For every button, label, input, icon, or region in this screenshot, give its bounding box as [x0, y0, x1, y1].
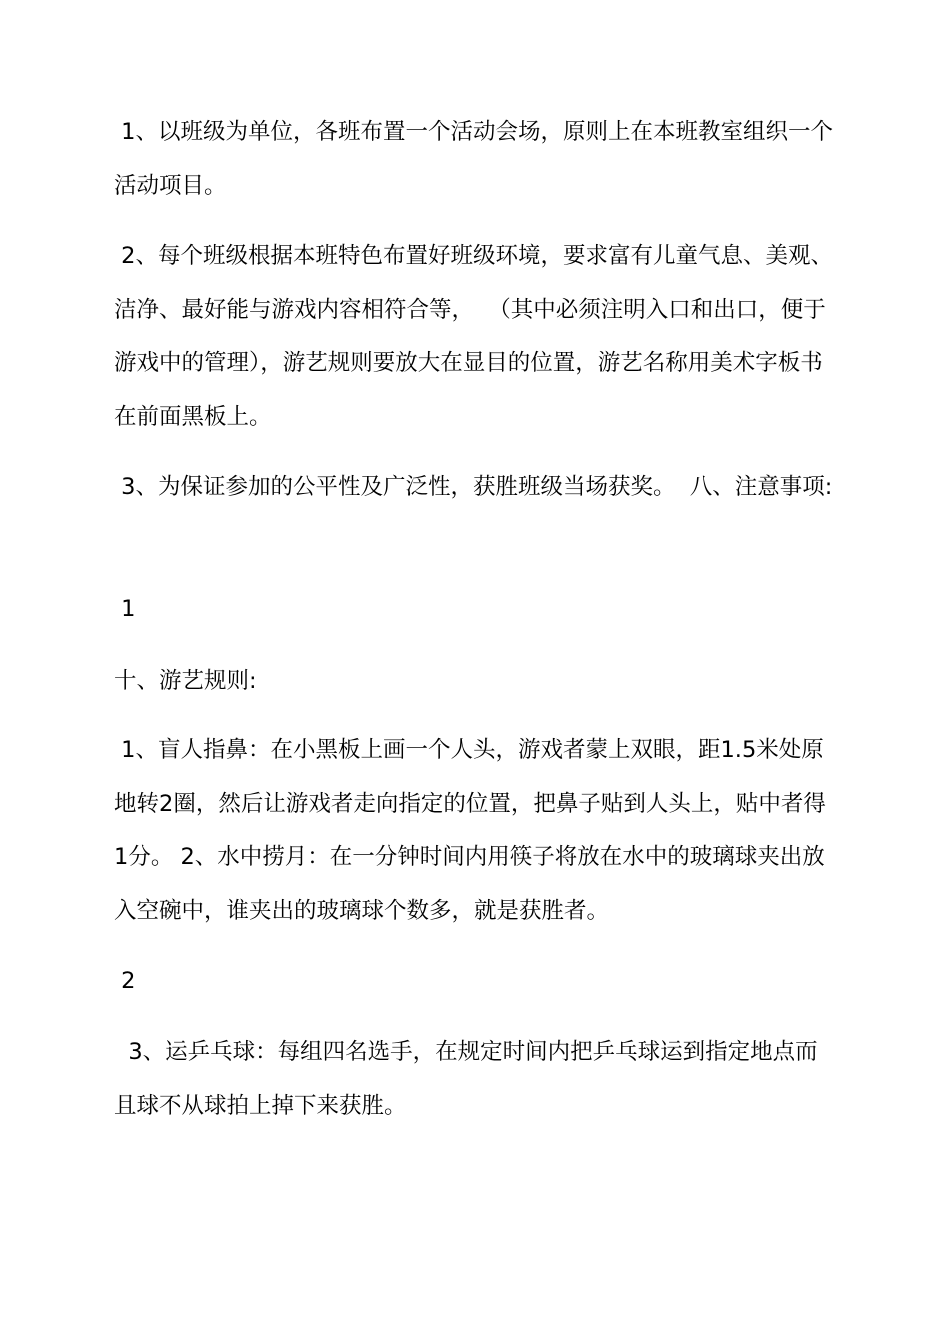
paragraph-game-rules-1-2: 1、盲人指鼻：在小黑板上画一个人头，游戏者蒙上双眼，距1.5米处原地转2圈，然后让游戏者走向指定的位置，把鼻子贴到人头上，贴中者得1分。 2、水中捞月：在一分钟时间内用筷子将放在水中的玻璃球夹出放入空碗中，谁夹出的玻璃球个数多，就是获胜者。: [114, 737, 826, 924]
paragraph-rule-2-environment: 2、每个班级根据本班特色布置好班级环境，要求富有儿童气息、美观、洁净、最好能与游戏内容相符合等， （其中必须注明入口和出口，便于游戏中的管理），游艺规则要放大在显目的位置，游艺名称用美术字板书在前面黑板上。: [114, 243, 833, 430]
paragraph-rule-3-fairness: 3、为保证参加的公平性及广泛性，获胜班级当场获奖。 八、注意事项:: [114, 474, 833, 500]
paragraph-number-2: 2: [114, 968, 136, 994]
paragraph-number-1: 1: [114, 596, 136, 622]
section-heading-game-rules: 十、游艺规则:: [114, 668, 257, 694]
paragraph-rule-1-venue: 1、以班级为单位，各班布置一个活动会场，原则上在本班教室组织一个活动项目。: [114, 119, 833, 199]
paragraph-game-rule-3: 3、运乒乓球：每组四名选手，在规定时间内把乒乓球运到指定地点而且球不从球拍上掉下来获胜。: [114, 1039, 818, 1119]
